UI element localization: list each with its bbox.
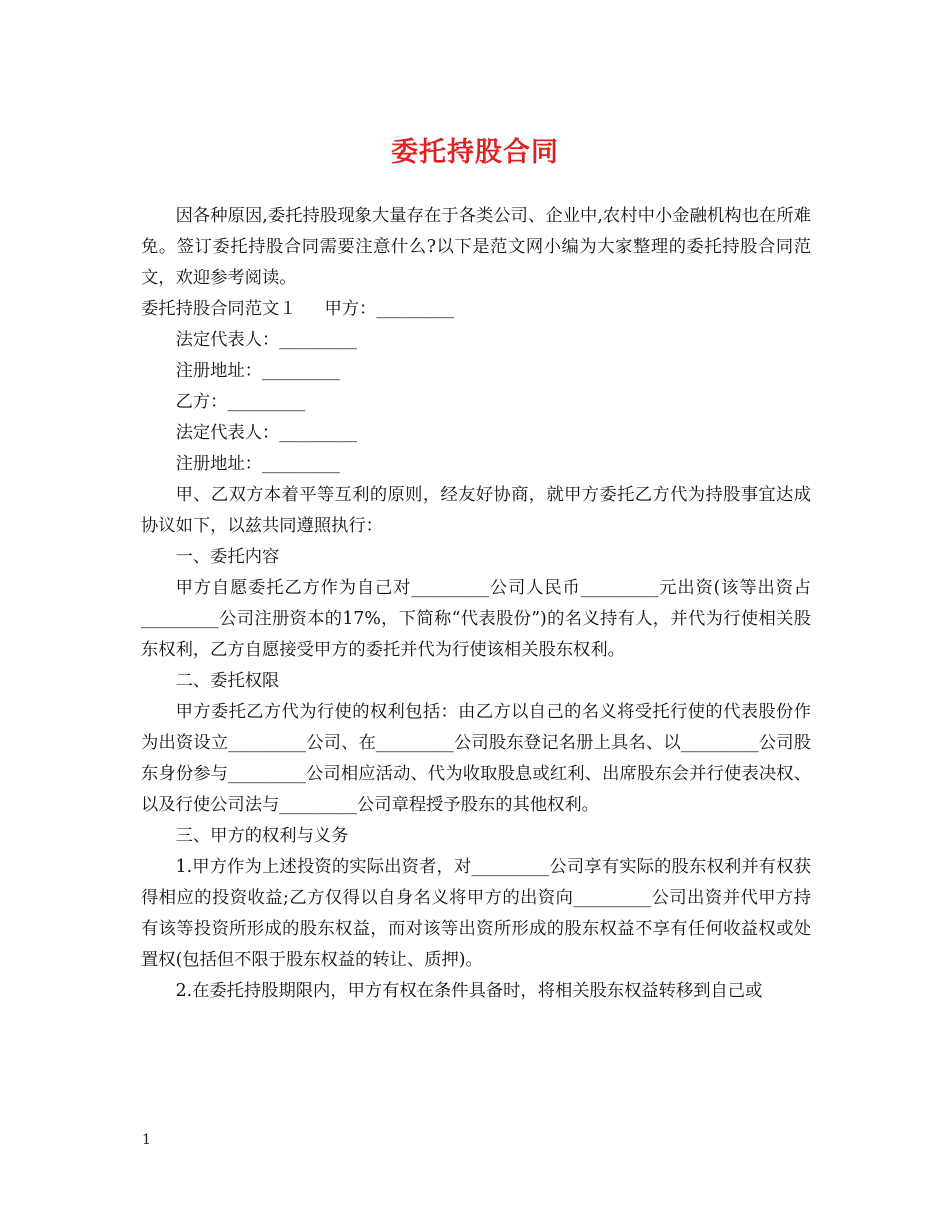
document-body <box>141 201 811 1007</box>
party-b-address: 注册地址：_________ <box>175 454 340 474</box>
section-1-title: 一、委托内容 <box>175 547 280 567</box>
party-a-label: 甲方：_________ <box>324 299 455 319</box>
page-number: 1 <box>142 1132 151 1148</box>
section-2-title: 二、委托权限 <box>175 671 280 691</box>
party-a-representative: 法定代表人：_________ <box>175 330 358 350</box>
intro-paragraph: 因各种原因,委托持股现象大量存在于各类公司、企业中,农村中小金融机构也在所难免。签订委托持股合同需要注意什么?以下是范文网小编为大家整理的委托持股合同范文，欢迎参考阅读。 <box>141 206 811 288</box>
section-2-text: 甲方委托乙方代为行使的权利包括：由乙方以自己的名义将受托行使的代表股份作为出资设立_________公司、在_________公司股东登记名册上具名、以_________公司股东身份参与_________公司相应活动、代为收取股息或红利、出席股东会并行使表决权、以及行使公司法与_________公司章程授予股东的其他权利。 <box>141 702 811 815</box>
section-3-title: 三、甲方的权利与义务 <box>175 826 349 846</box>
party-a-address: 注册地址：_________ <box>175 361 340 381</box>
spacer <box>297 294 325 325</box>
party-b-representative: 法定代表人：_________ <box>175 423 358 443</box>
preamble-paragraph: 甲、乙双方本着平等互利的原则，经友好协商，就甲方委托乙方代为持股事宜达成协议如下，以兹共同遵照执行： <box>141 485 811 536</box>
section-1-text: 甲方自愿委托乙方作为自己对_________公司人民币_________元出资(该等出资占_________公司注册资本的17%，下简称“代表股份”)的名义持有人，并代为行使相关股东权利，乙方自愿接受甲方的委托并代为行使该相关股东权利。 <box>141 578 811 660</box>
sample-heading-line <box>141 294 811 325</box>
section-3-item-2: 2.在委托持股期限内，甲方有权在条件具备时，将相关股东权益转移到自己或 <box>175 981 763 1001</box>
section-3-item-1: 1.甲方作为上述投资的实际出资者，对_________公司享有实际的股东权利并有权获得相应的投资收益;乙方仅得以自身名义将甲方的出资向_________公司出资并代甲方持有该等投资所形成的股东权益，而对该等出资所形成的股东权益不享有任何收益权或处置权(包括但不限于股东权益的转让、质押)。 <box>141 857 811 970</box>
sample-heading: 委托持股合同范文１ <box>141 299 297 319</box>
document-title: 委托持股合同 <box>391 137 559 168</box>
party-b-label: 乙方：_________ <box>175 392 306 412</box>
